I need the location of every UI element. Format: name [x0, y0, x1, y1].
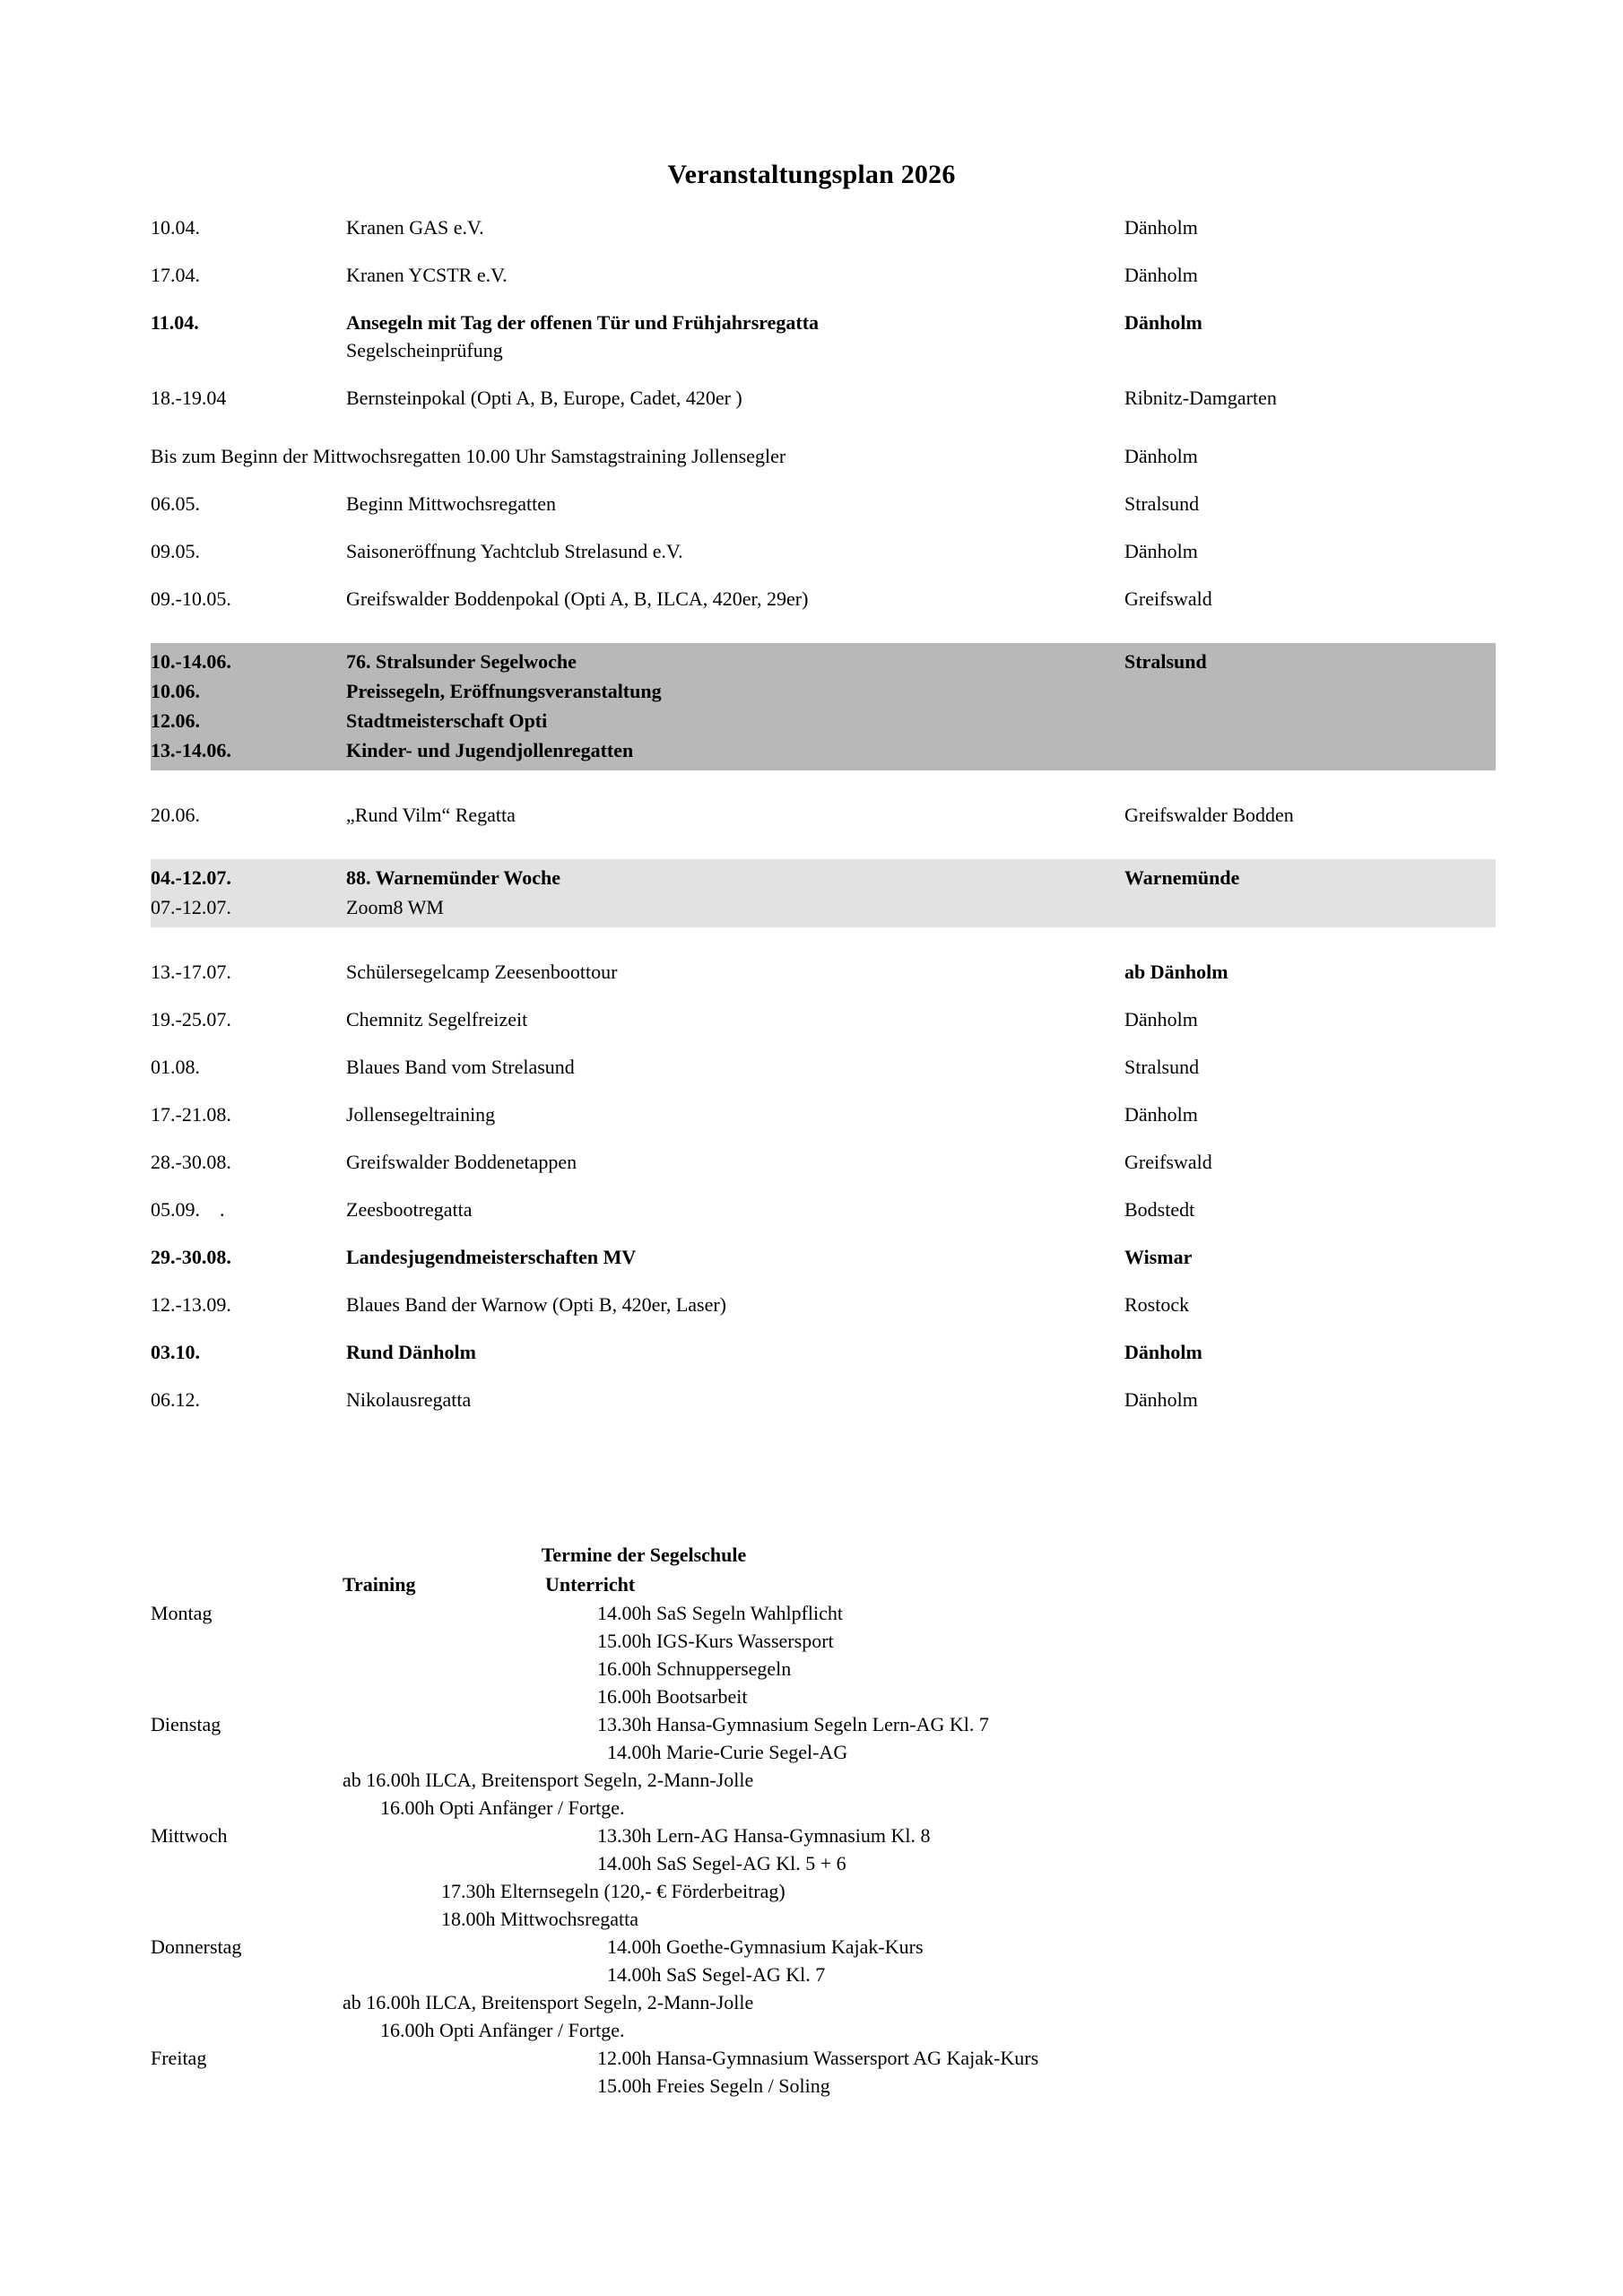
table-row — [151, 1338, 1496, 1366]
event-name: Jollensegeltraining — [346, 1103, 496, 1126]
event-place: Dänholm — [1124, 311, 1202, 334]
school-day-mittwoch — [151, 1822, 1496, 1933]
event-place: Greifswalder Bodden — [1124, 804, 1294, 826]
event-place: Dänholm — [1124, 216, 1198, 239]
school-line: 18.00h Mittwochsregatta — [441, 1908, 638, 1930]
school-column-headers — [151, 1570, 1496, 1598]
event-date: 07.-12.07. — [151, 896, 231, 918]
table-row — [151, 1053, 1496, 1081]
spacer — [151, 986, 1496, 1005]
event-name: Nikolausregatta — [346, 1388, 472, 1411]
event-place: Stralsund — [1124, 492, 1200, 515]
event-date: 06.12. — [151, 1388, 200, 1411]
event-name: Ansegeln mit Tag der offenen Tür und Frühjahrsregatta — [346, 311, 820, 334]
table-row — [151, 676, 1496, 706]
spacer — [151, 1176, 1496, 1196]
school-day-dienstag — [151, 1710, 1496, 1822]
event-date: 18.-19.04 — [151, 387, 227, 409]
event-name: Beginn Mittwochsregatten — [346, 492, 557, 515]
day-lines — [343, 1933, 1496, 2044]
event-date: 11.04. — [151, 311, 199, 334]
event-date: 10.-14.06. — [151, 650, 231, 673]
spacer — [151, 412, 1496, 442]
spacer — [151, 829, 1496, 859]
event-date: 29.-30.08. — [151, 1246, 231, 1268]
event-place: Rostock — [1124, 1293, 1190, 1316]
event-place: Stralsund — [1124, 1056, 1200, 1078]
day-lines — [343, 1599, 1496, 1710]
day-label: Mittwoch — [151, 1824, 228, 1847]
table-row — [151, 384, 1496, 412]
school-line: ab 16.00h ILCA, Breitensport Segeln, 2-Mann-Jolle — [343, 1769, 754, 1791]
table-row — [151, 585, 1496, 613]
event-name: Stadtmeisterschaft Opti — [346, 709, 548, 732]
event-date: 13.-14.06. — [151, 739, 231, 761]
event-date: 04.-12.07. — [151, 866, 231, 889]
school-line: 16.00h Opti Anfänger / Fortge. — [380, 2019, 625, 2041]
event-note: Bis zum Beginn der Mittwochsregatten 10.00 Uhr Samstagstraining Jollensegler — [151, 445, 786, 467]
event-date: 06.05. — [151, 492, 200, 515]
table-row — [151, 1148, 1496, 1176]
event-place: Warnemünde — [1124, 866, 1240, 889]
table-row — [151, 490, 1496, 517]
event-place: Bodstedt — [1124, 1198, 1195, 1221]
spacer — [151, 241, 1496, 261]
school-line: 13.30h Lern-AG Hansa-Gymnasium Kl. 8 — [597, 1824, 931, 1847]
school-line: ab 16.00h ILCA, Breitensport Segeln, 2-Mann-Jolle — [343, 1991, 754, 2013]
day-lines — [343, 2044, 1496, 2100]
table-row — [151, 706, 1496, 735]
event-place: Stralsund — [1124, 650, 1207, 673]
school-section-title: Termine der Segelschule — [541, 1544, 747, 1566]
event-name: Schülersegelcamp Zeesenboottour — [346, 961, 618, 983]
event-name: Rund Dänholm — [346, 1341, 476, 1363]
event-place: Dänholm — [1124, 1008, 1198, 1031]
table-row — [151, 1386, 1496, 1413]
event-date: 09.05. — [151, 540, 200, 562]
highlight-block-segelwoche — [151, 643, 1496, 770]
event-date: 12.06. — [151, 709, 200, 732]
event-place: Ribnitz-Damgarten — [1124, 387, 1277, 409]
event-date: 10.04. — [151, 216, 200, 239]
event-date: 20.06. — [151, 804, 200, 826]
table-row — [151, 958, 1496, 986]
spacer — [151, 1033, 1496, 1053]
event-name: Blaues Band vom Strelasund — [346, 1056, 575, 1078]
event-name: Kranen GAS e.V. — [346, 216, 484, 239]
event-date: 17.04. — [151, 264, 200, 286]
table-row — [151, 261, 1496, 289]
event-name: 76. Stralsunder Segelwoche — [346, 650, 577, 673]
day-lines — [343, 1822, 1496, 1933]
event-date: 09.-10.05. — [151, 587, 231, 610]
school-line: 16.00h Schnuppersegeln — [597, 1657, 792, 1680]
column-header-unterricht: Unterricht — [545, 1573, 636, 1596]
spacer — [151, 1271, 1496, 1291]
event-name: „Rund Vilm“ Regatta — [346, 804, 516, 826]
event-date: 17.-21.08. — [151, 1103, 231, 1126]
spacer — [151, 1318, 1496, 1338]
table-row-sub — [151, 336, 1496, 364]
event-date: 10.06. — [151, 680, 200, 702]
school-day-montag — [151, 1599, 1496, 1710]
event-place: Greifswald — [1124, 587, 1212, 610]
table-row — [151, 1291, 1496, 1318]
event-name: Chemnitz Segelfreizeit — [346, 1008, 528, 1031]
event-place: Dänholm — [1124, 445, 1198, 467]
event-date: 12.-13.09. — [151, 1293, 231, 1316]
event-name: Preissegeln, Eröffnungsveranstaltung — [346, 680, 662, 702]
event-place: Wismar — [1124, 1246, 1193, 1268]
day-label: Dienstag — [151, 1713, 221, 1735]
table-row — [151, 801, 1496, 829]
event-name: Greifswalder Boddenpokal (Opti A, B, ILCA, 420er, 29er) — [346, 587, 809, 610]
events-schedule — [151, 213, 1496, 1413]
table-row-note — [151, 442, 1496, 470]
spacer — [151, 517, 1496, 537]
event-name: Kinder- und Jugendjollenregatten — [346, 739, 634, 761]
school-line: 17.30h Elternsegeln (120,- € Förderbeitrag) — [441, 1880, 785, 1902]
spacer — [151, 1223, 1496, 1243]
event-date: 01.08. — [151, 1056, 200, 1078]
day-label: Montag — [151, 1602, 213, 1624]
school-line: 15.00h IGS-Kurs Wassersport — [597, 1630, 834, 1652]
table-row — [151, 647, 1496, 676]
event-name: Greifswalder Boddenetappen — [346, 1151, 577, 1173]
event-date: 19.-25.07. — [151, 1008, 231, 1031]
event-date: 13.-17.07. — [151, 961, 231, 983]
event-name: Blaues Band der Warnow (Opti B, 420er, Laser) — [346, 1293, 726, 1316]
day-label: Donnerstag — [151, 1935, 242, 1958]
event-name: Landesjugendmeisterschaften MV — [346, 1246, 637, 1268]
event-date: 05.09. . — [151, 1198, 225, 1221]
table-row — [151, 892, 1496, 922]
event-place: Dänholm — [1124, 264, 1198, 286]
highlight-block-warnemuende — [151, 859, 1496, 927]
spacer — [151, 1366, 1496, 1386]
school-line: 14.00h SaS Segel-AG Kl. 7 — [607, 1963, 826, 1986]
event-place: Dänholm — [1124, 540, 1198, 562]
table-row — [151, 1005, 1496, 1033]
school-line: 16.00h Opti Anfänger / Fortge. — [380, 1796, 625, 1819]
spacer — [151, 1081, 1496, 1100]
table-row — [151, 213, 1496, 241]
event-place: Dänholm — [1124, 1341, 1202, 1363]
event-date: 28.-30.08. — [151, 1151, 231, 1173]
school-line: 14.00h Marie-Curie Segel-AG — [607, 1741, 848, 1763]
page-title: Veranstaltungsplan 2026 — [667, 160, 956, 189]
spacer — [151, 770, 1496, 801]
spacer — [151, 613, 1496, 643]
table-row — [151, 863, 1496, 892]
school-line: 14.00h SaS Segeln Wahlpflicht — [597, 1602, 844, 1624]
event-name: Bernsteinpokal (Opti A, B, Europe, Cadet, 420er ) — [346, 387, 742, 409]
event-place: Dänholm — [1124, 1388, 1198, 1411]
day-label: Freitag — [151, 2047, 207, 2069]
school-day-donnerstag — [151, 1933, 1496, 2044]
event-name: 88. Warnemünder Woche — [346, 866, 560, 889]
table-row — [151, 537, 1496, 565]
event-name: Zeesbootregatta — [346, 1198, 473, 1221]
spacer — [151, 565, 1496, 585]
table-row — [151, 309, 1496, 336]
school-line: 14.00h SaS Segel-AG Kl. 5 + 6 — [597, 1852, 846, 1874]
spacer — [151, 364, 1496, 384]
event-name: Zoom8 WM — [346, 896, 444, 918]
event-name: Kranen YCSTR e.V. — [346, 264, 508, 286]
spacer — [151, 927, 1496, 958]
event-name: Saisoneröffnung Yachtclub Strelasund e.V. — [346, 540, 683, 562]
school-line: 15.00h Freies Segeln / Soling — [597, 2074, 830, 2097]
school-line: 12.00h Hansa-Gymnasium Wassersport AG Kajak-Kurs — [597, 2047, 1039, 2069]
day-lines — [343, 1710, 1496, 1822]
column-header-training: Training — [343, 1573, 416, 1596]
school-line: 16.00h Bootsarbeit — [597, 1685, 748, 1708]
school-line: 13.30h Hansa-Gymnasium Segeln Lern-AG Kl. 7 — [597, 1713, 989, 1735]
school-day-freitag — [151, 2044, 1496, 2100]
event-place: Greifswald — [1124, 1151, 1212, 1173]
table-row — [151, 1196, 1496, 1223]
event-place: ab Dänholm — [1124, 961, 1228, 983]
spacer — [151, 1128, 1496, 1148]
table-row — [151, 1100, 1496, 1128]
school-line: 14.00h Goethe-Gymnasium Kajak-Kurs — [607, 1935, 924, 1958]
event-place: Dänholm — [1124, 1103, 1198, 1126]
spacer — [151, 470, 1496, 490]
event-date: 03.10. — [151, 1341, 200, 1363]
sailing-school-section — [151, 1541, 1496, 2100]
spacer — [151, 289, 1496, 309]
table-row — [151, 1243, 1496, 1271]
event-subnote: Segelscheinprüfung — [346, 339, 503, 361]
table-row — [151, 735, 1496, 765]
